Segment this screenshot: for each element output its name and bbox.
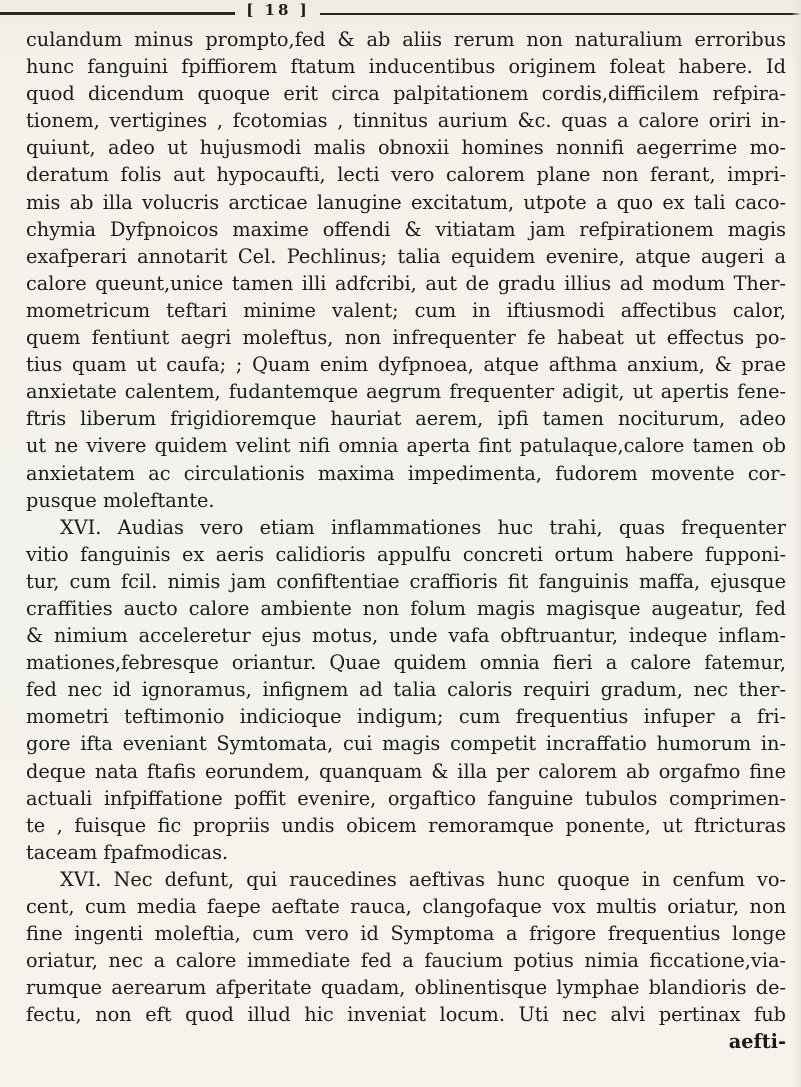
header-rule-left	[0, 12, 235, 15]
text-line: culandum minus prompto,fed & ab aliis rerum non naturalium erroribus	[26, 28, 786, 51]
text-line: te , fuisque fic propriis undis obicem remoramque ponente, ut ftricturas	[26, 813, 786, 837]
paragraph-end-line: pusque moleftante.	[26, 488, 215, 512]
text-line: mometri teftimonio indicioque indigum; cum frequentius infuper a fri-	[26, 705, 786, 729]
text-line: mometricum teftari minime valent; cum in iftiusmodi affectibus calor,	[26, 298, 786, 322]
text-line: tur, cum fcil. nimis jam confiftentiae craffioris fit fanguinis maffa, ejusque	[26, 569, 786, 593]
paragraph-end-line: taceam fpafmodicas.	[26, 840, 229, 864]
page-edge-shadow	[791, 0, 801, 1087]
text-line: hunc fanguini fpiffiorem ftatum inducentibus originem foleat habere. Id	[26, 55, 786, 79]
text-line: ftris liberum frigidioremque hauriat aerem, ipfi tamen nociturum, adeo	[26, 407, 786, 431]
text-line: fectu, non eft quod illud hic inveniat locum. Uti nec alvi pertinax fub	[26, 1003, 786, 1027]
page-header	[0, 0, 801, 24]
text-line: anxietate calentem, fudantemque aegrum frequenter adigit, ut apertis fene-	[26, 380, 786, 404]
text-line: rumque aerearum afperitate quadam, oblinentisque lymphae blandioris de-	[26, 976, 786, 1000]
text-line: vitio fanguinis ex aeris calidioris appulfu concreti ortum habere fupponi-	[26, 542, 786, 566]
text-line: tionem, vertigines , fcotomias , tinnitus aurium &c. quas a calore oriri in-	[26, 109, 786, 133]
text-line: cent, cum media faepe aeftate rauca, clangofaque vox multis oriatur, non	[26, 895, 786, 918]
text-line: deque nata ftafis eorundem, quanquam & illa per calorem ab orgafmo fine	[26, 759, 786, 783]
text-line: mis ab illa volucris arcticae lanugine excitatum, utpote a quo ex tali caco-	[26, 190, 786, 214]
text-line: oriatur, nec a calore immediate fed a faucium potius nimia ficcatione,via-	[26, 949, 786, 973]
section-heading-line: XVI. Nec defunt, qui raucedines aeftivas hunc quoque in cenfum vo-	[60, 867, 786, 891]
text-line: anxietatem ac circulationis maxima impedimenta, fudorem movente cor-	[26, 461, 786, 485]
text-line: calore queunt,unice tamen illi adfcribi, aut de gradu illius ad modum Ther-	[26, 271, 786, 295]
text-line: ut ne vivere quidem velint nifi omnia aperta fint patulaque,calore tamen ob	[26, 434, 786, 458]
catchword: aefti-	[728, 1030, 786, 1054]
text-line: quem fentiunt aegri moleftus, non infrequenter fe habeat ut effectus po-	[26, 326, 786, 350]
text-line: chymia Dyfpnoicos maxime offendi & vitiatam jam refpirationem magis	[26, 217, 786, 241]
text-line: mationes,febresque oriantur. Quae quidem omnia fieri a calore fatemur,	[26, 651, 786, 675]
text-line: gore ifta eveniant Symtomata, cui magis competit incraffatio humorum in-	[26, 732, 786, 756]
text-line: fed nec id ignoramus, infignem ad talia caloris requiri gradum, nec ther-	[26, 678, 786, 702]
text-line: exafperari annotarit Cel. Pechlinus; talia equidem evenire, atque augeri a	[26, 244, 786, 268]
section-heading-line: XVI. Audias vero etiam inflammationes huc trahi, quas frequenter	[60, 515, 786, 539]
header-rule-right	[320, 13, 801, 15]
text-line: tius quam ut caufa; ; Quam enim dyfpnoea, atque afthma anxium, & prae	[26, 353, 786, 377]
page-number: [ 18 ]	[246, 1, 310, 19]
text-line: actuali infpiffatione poffit evenire, orgaftico fanguine tubulos comprimen-	[26, 786, 786, 810]
body-text	[26, 26, 786, 1056]
text-line: & nimium acceleretur ejus motus, unde vafa obftruantur, indeque inflam-	[26, 624, 786, 648]
text-line: fine ingenti moleftia, cum vero id Symptoma a frigore frequentius longe	[26, 922, 786, 946]
text-line: craffities aucto calore ambiente non folum magis magisque augeatur, fed	[26, 596, 786, 620]
text-line: deratum folis aut hypocaufti, lecti vero calorem plane non ferant, impri-	[26, 163, 786, 187]
text-line: quiunt, adeo ut hujusmodi malis obnoxii homines nonnifi aegerrime mo-	[26, 136, 786, 160]
text-line: quod dicendum quoque erit circa palpitationem cordis,difficilem refpira-	[26, 82, 786, 106]
